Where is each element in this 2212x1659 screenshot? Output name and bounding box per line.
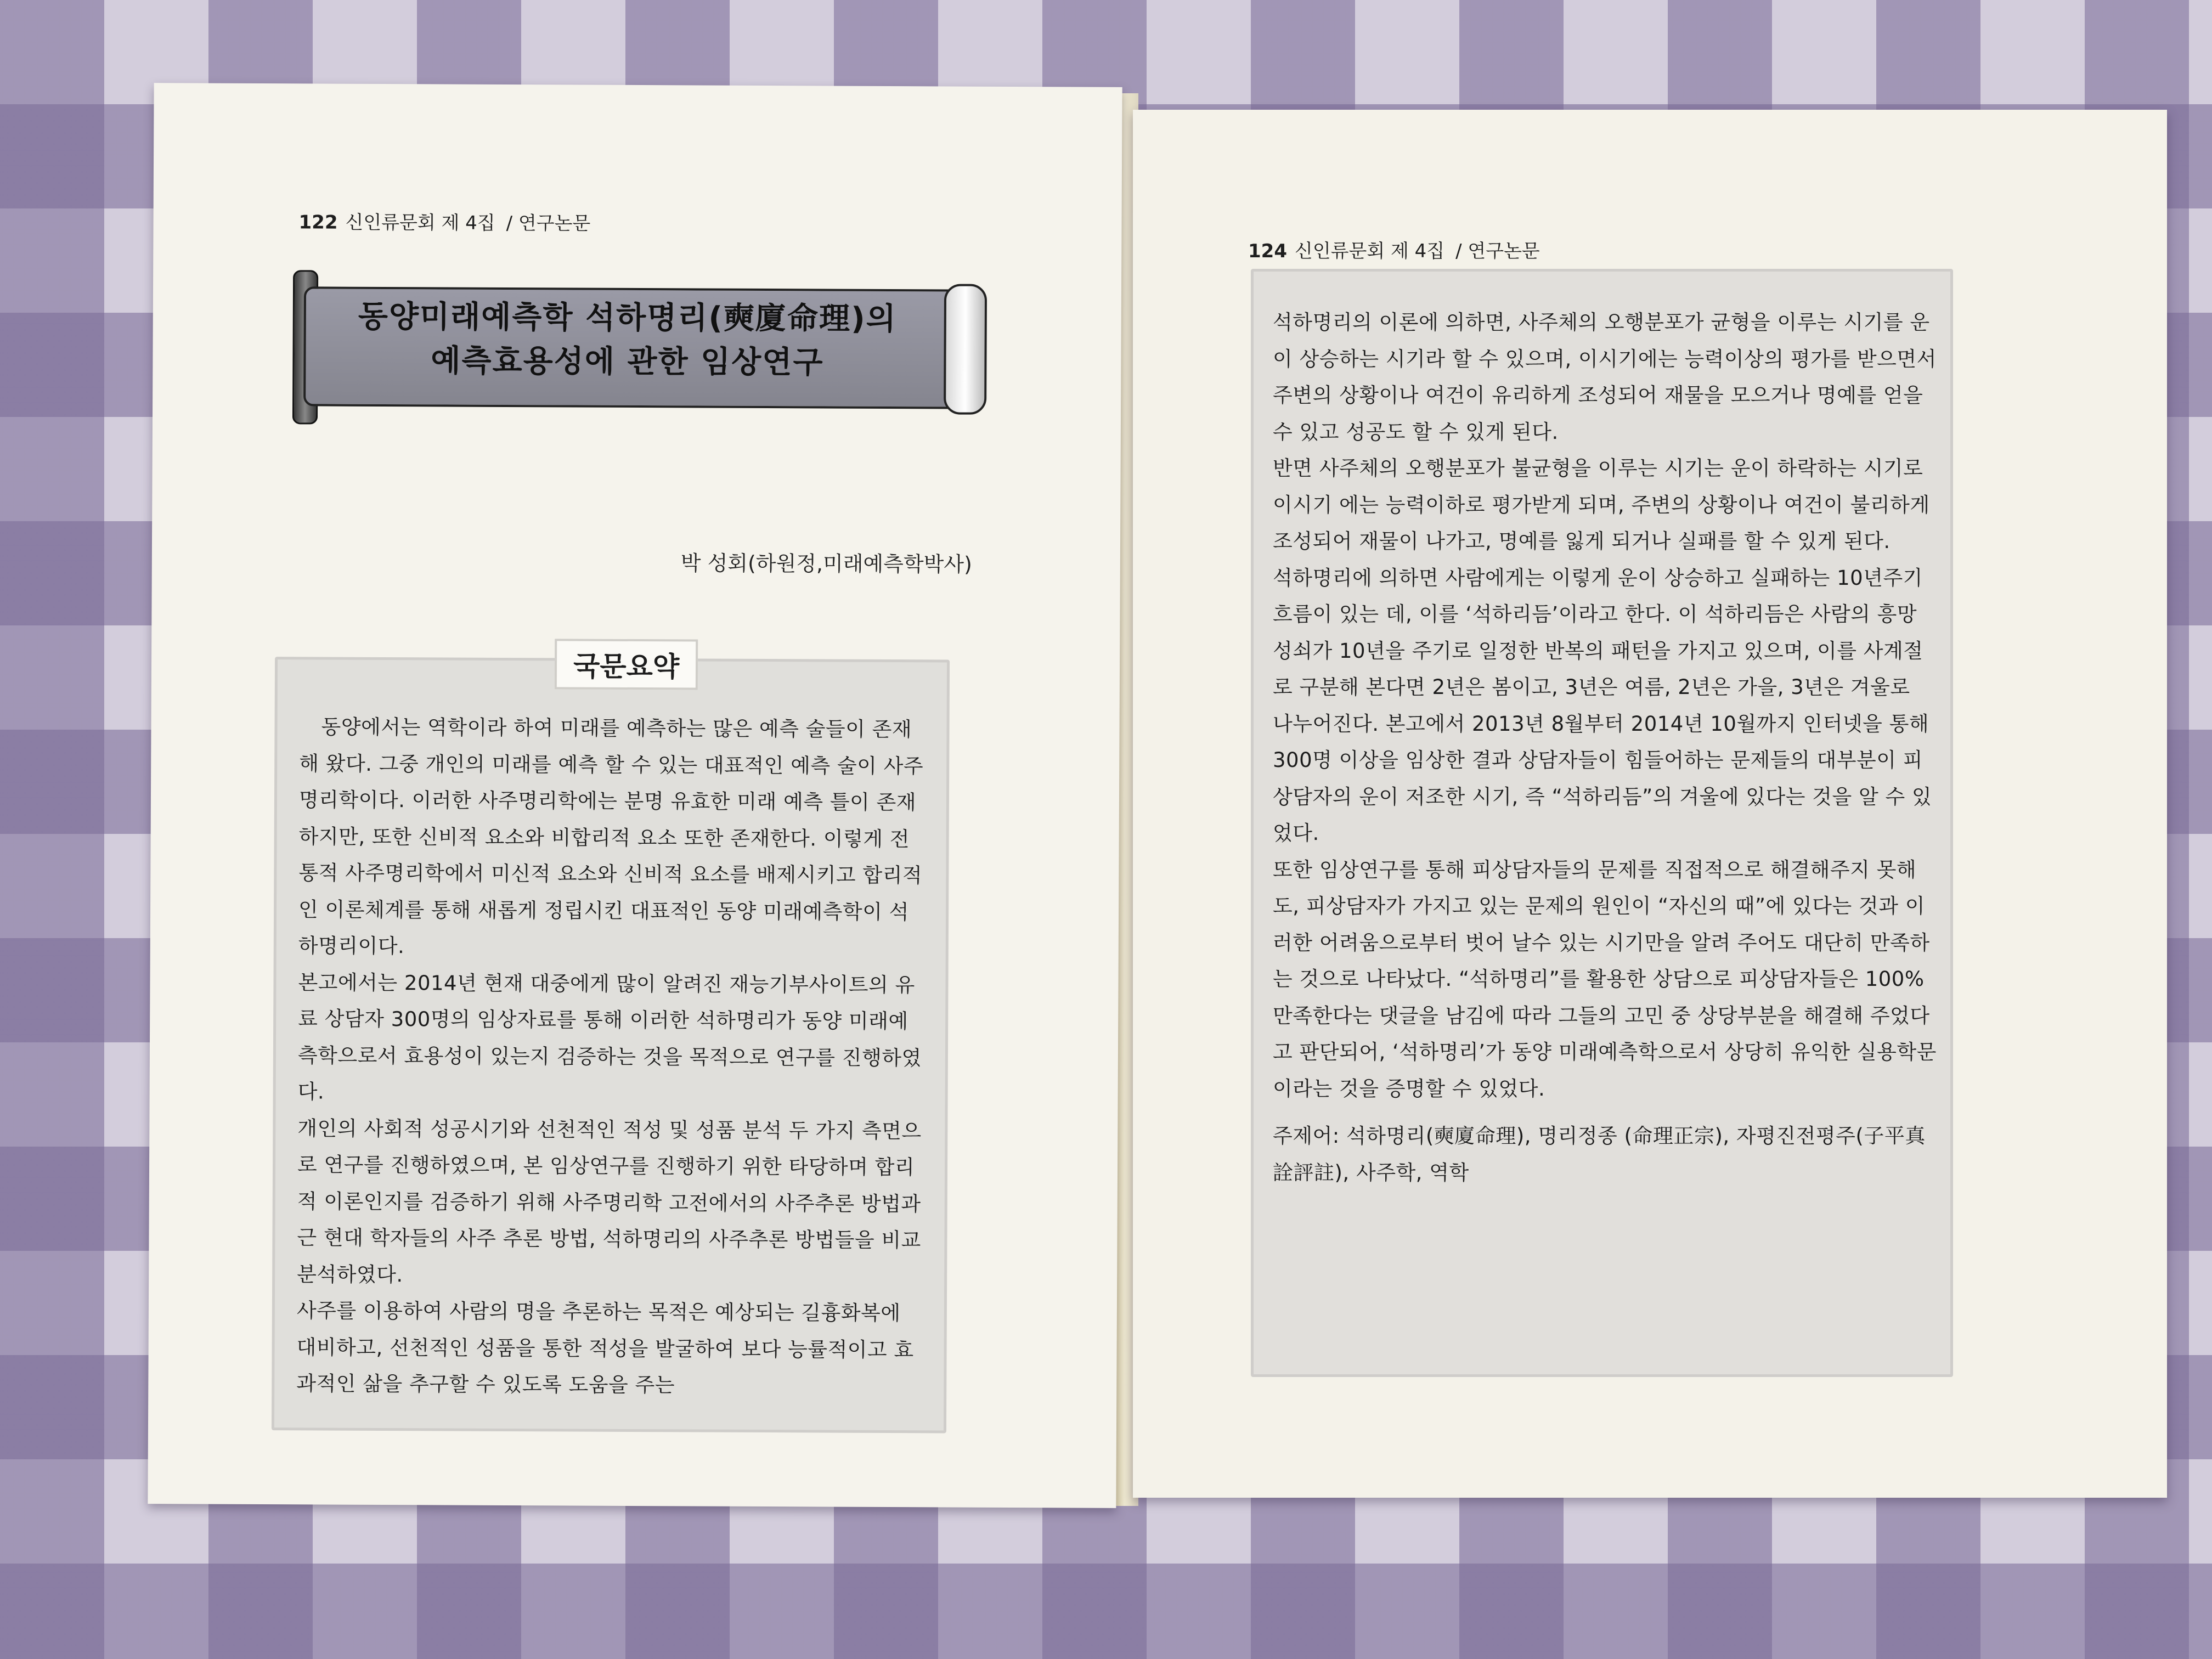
- abstract-paragraph: 본고에서는 2014년 현재 대중에게 많이 알려진 재능기부사이트의 유료 상담자 300명의 임상자료를 통해 이러한 석하명리가 동양 미래예측학으로서 효용성이 있는지 검증하는 것을 목적으로 연구를 진행하였다.: [297, 970, 922, 1104]
- page-number: 122: [298, 211, 338, 234]
- left-page-header: [298, 207, 590, 235]
- body-paragraph: 또한 임상연구를 통해 피상담자들의 문제를 직접적으로 해결해주지 못해도, 피상담자가 가지고 있는 문제의 원인이 “자신의 때”에 있다는 것과 이러한 어려움으로부터 벗어 날수 있는 시기만을 알려 주어도 대단히 만족하는 것으로 나타났다. “석하명리”를 활용한 상담으로 피상담자들은 100% 만족한다는 댓글을 남김에 따라 그들의 고민 중 상당부분을 해결해 주었다고 판단되어, ‘석하명리’가 동양 미래예측학으로서 상당히 유익한 실용학문이라는 것을 증명할 수 있었다.: [1273, 857, 1937, 1101]
- abstract-paragraph: 사주를 이용하여 사람의 명을 추론하는 목적은 예상되는 길흉화복에 대비하고, 선천적인 성품을 통한 적성을 발굴하여 보다 능률적이고 효과적인 삶을 추구할 수 있도록 도움을 주는: [296, 1299, 914, 1397]
- title-scroll-banner: [292, 270, 995, 424]
- journal-name: 신인류문회 제 4집: [345, 211, 495, 234]
- section-name: / 연구논문: [1455, 240, 1540, 262]
- keywords: 주제어: 석하명리(奭廈命理), 명리정종 (命理正宗), 자평진전평주(子平真詮評註), 사주학, 역학: [1273, 1124, 1926, 1184]
- abstract-continuation-box: [1251, 269, 1953, 1377]
- left-page: [148, 83, 1122, 1508]
- author-line: 박 성회(하원정,미래예측학박사): [680, 551, 972, 577]
- abstract-paragraph: 개인의 사회적 성공시기와 선천적인 적성 및 성품 분석 두 가지 측면으로 연구를 진행하였으며, 본 임상연구를 진행하기 위한 타당하며 합리적 이론인지를 검증하기 위해 사주명리학 고전에서의 사주추론 방법과 근 현대 학자들의 사주 추론 방법, 석하명리의 사주추론 방법들을 비교 분석하였다.: [297, 1116, 922, 1286]
- paper-title: [325, 295, 929, 386]
- abstract-paragraph: 동양에서는 역학이라 하여 미래를 예측하는 많은 예측 술들이 존재해 왔다. 그중 개인의 미래를 예측 할 수 있는 대표적인 예측 술이 사주명리학이다. 이러한 사주명리학에는 분명 유효한 미래 예측 틀이 존재하지만, 또한 신비적 요소와 비합리적 요소 또한 존재한다. 이렇게 전통적 사주명리학에서 미신적 요소와 신비적 요소를 배제시키고 합리적인 이론체계를 통해 새롭게 정립시킨 대표적인 동양 미래예측학이 석하명리이다.: [298, 715, 924, 958]
- abstract-label: 국문요약: [555, 639, 698, 690]
- page-number: 124: [1248, 240, 1287, 262]
- body-paragraph: 석하명리의 이론에 의하면, 사주체의 오행분포가 균형을 이루는 시기를 운이 상승하는 시기라 할 수 있으며, 이시기에는 능력이상의 평가를 받으면서 주변의 상황이나 여건이 유리하게 조성되어 재물을 모으거나 명예를 얻을 수 있고 성공도 할 수 있게 된다.: [1273, 311, 1937, 444]
- abstract-continuation-text: [1273, 304, 1937, 1191]
- journal-name: 신인류문회 제 4집: [1294, 240, 1445, 262]
- body-paragraph: 반면 사주체의 오행분포가 불균형을 이루는 시기는 운이 하락하는 시기로 이시기 에는 능력이하로 평가받게 되며, 주변의 상황이나 여건이 불리하게 조성되어 재물이 나가고, 명예를 잃게 되거나 실패를 할 수 있게 된다.: [1273, 456, 1930, 553]
- scroll-right-roll: [944, 284, 987, 414]
- abstract-text: [296, 709, 925, 1404]
- title-line-2: 예측효용성에 관한 임상연구: [431, 343, 824, 381]
- section-name: / 연구논문: [506, 212, 591, 235]
- right-page: [1133, 110, 2167, 1498]
- body-paragraph: 석하명리에 의하면 사람에게는 이렇게 운이 상승하고 실패하는 10년주기 흐름이 있는 데, 이를 ‘석하리듬’이라고 한다. 이 석하리듬은 사람의 흥망성쇠가 10년을 주기로 일정한 반복의 패턴을 가지고 있으며, 이를 사계절로 구분해 본다면 2년은 봄이고, 3년은 여름, 2년은 가을, 3년은 겨울로 나누어진다. 본고에서 2013년 8월부터 2014년 10월까지 인터넷을 통해 300명 이상을 임상한 결과 상담자들이 힘들어하는 문제들의 대부분이 피상담자의 운이 저조한 시기, 즉 “석하리듬”의 겨울에 있다는 것을 알 수 있었다.: [1273, 566, 1932, 845]
- title-line-1: 동양미래예측학 석하명리(奭廈命理)의: [358, 298, 897, 337]
- abstract-box: [272, 650, 950, 1433]
- right-page-header: [1248, 236, 1540, 263]
